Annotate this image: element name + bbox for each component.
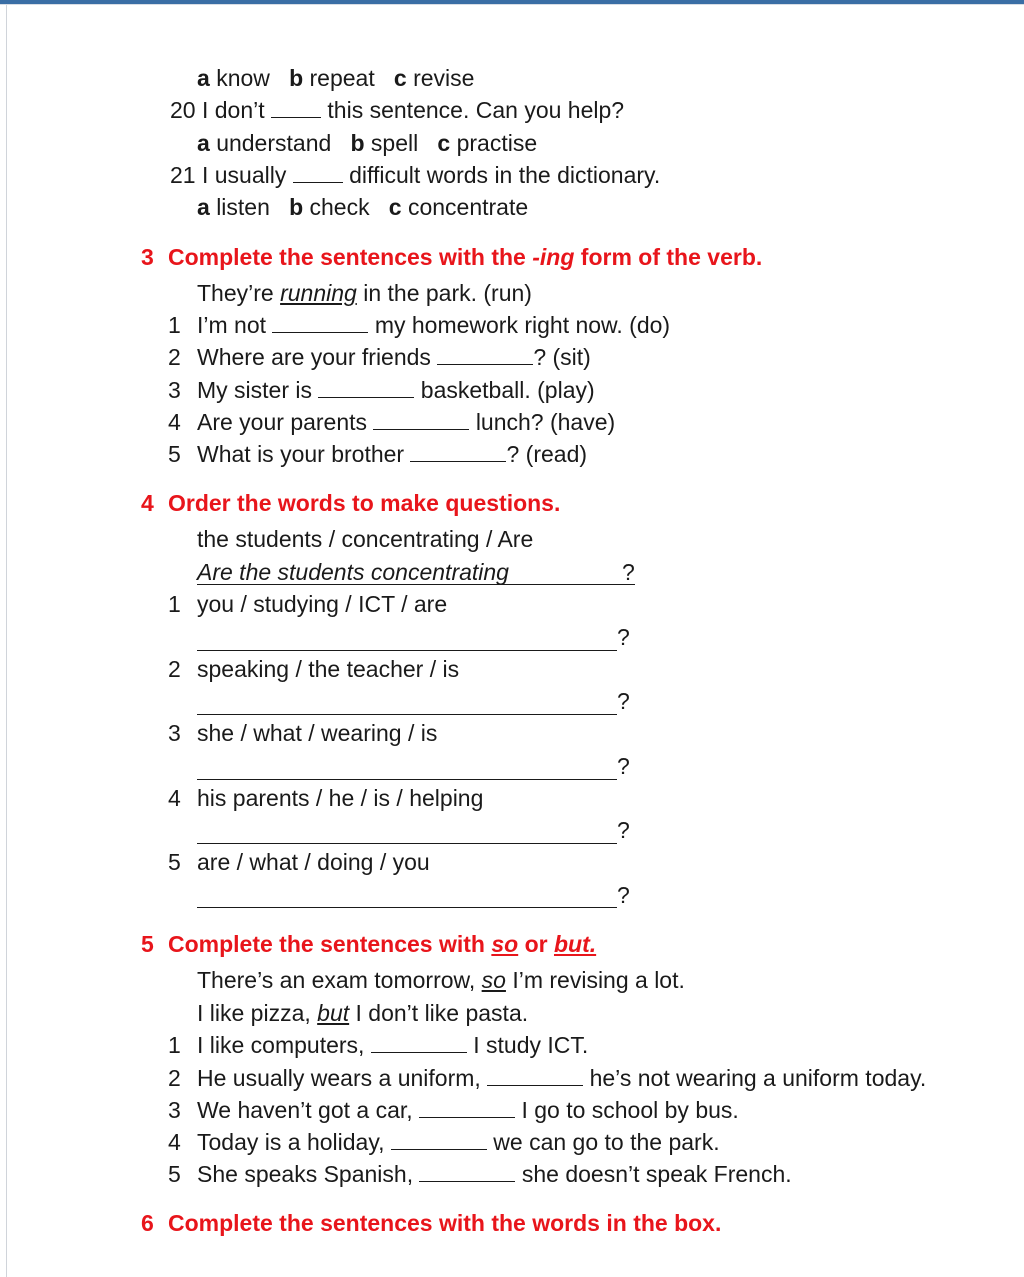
ex5-item-number: 3 bbox=[168, 1097, 181, 1123]
answer-line[interactable] bbox=[197, 907, 617, 908]
ex4-item-number: 4 bbox=[168, 785, 181, 811]
ex5-item-number: 5 bbox=[168, 1161, 181, 1187]
ex3-item-number: 5 bbox=[168, 441, 181, 467]
ex5-item-number: 4 bbox=[168, 1129, 181, 1155]
ex4-item-number: 3 bbox=[168, 720, 181, 746]
top-divider bbox=[0, 4, 1024, 5]
answer-line[interactable] bbox=[197, 843, 617, 844]
question-mark: ? bbox=[617, 624, 630, 650]
ex3-item-number: 3 bbox=[168, 377, 181, 403]
question-mark: ? bbox=[617, 753, 630, 779]
question-mark: ? bbox=[617, 882, 630, 908]
ex4-item-words: his parents / he / is / helping bbox=[197, 785, 484, 811]
question-mark: ? bbox=[617, 688, 630, 714]
exercise-3-heading: 3 Complete the sentences with the -ing form of the verb. bbox=[141, 244, 763, 270]
exercise-5-example-2: I like pizza, but I don’t like pasta. bbox=[197, 1000, 529, 1026]
exercise-4-example-answer: Are the students concentrating bbox=[197, 559, 509, 585]
ex4-item-number: 2 bbox=[168, 656, 181, 682]
answer-line[interactable] bbox=[197, 714, 617, 715]
exercise-5-heading: 5 Complete the sentences with so or but. bbox=[141, 931, 597, 957]
question-mark: ? bbox=[622, 559, 635, 585]
ex4-item-words: are / what / doing / you bbox=[197, 849, 430, 875]
options-q20: a understand b spell c practise bbox=[197, 130, 538, 156]
ex4-item-number: 5 bbox=[168, 849, 181, 875]
ex4-item-words: you / studying / ICT / are bbox=[197, 591, 448, 617]
question-21: 21 I usually difficult words in the dictionary. bbox=[170, 162, 661, 188]
ex3-item: What is your brother ? (read) bbox=[197, 441, 588, 467]
ex5-item: Today is a holiday, we can go to the park. bbox=[197, 1129, 720, 1155]
ex5-item: We haven’t got a car, I go to school by bus. bbox=[197, 1097, 739, 1123]
ex5-item: He usually wears a uniform, he’s not wearing a uniform today. bbox=[197, 1065, 927, 1091]
ex4-item-number: 1 bbox=[168, 591, 181, 617]
options-q19: a know b repeat c revise bbox=[197, 65, 475, 91]
ex3-item-number: 1 bbox=[168, 312, 181, 338]
ex5-item: She speaks Spanish, she doesn’t speak French. bbox=[197, 1161, 792, 1187]
options-q21: a listen b check c concentrate bbox=[197, 194, 529, 220]
answer-line[interactable] bbox=[197, 779, 617, 780]
ex3-item: Are your parents lunch? (have) bbox=[197, 409, 616, 435]
ex3-item: Where are your friends ? (sit) bbox=[197, 344, 591, 370]
ex5-item-number: 2 bbox=[168, 1065, 181, 1091]
ex4-item-words: she / what / wearing / is bbox=[197, 720, 438, 746]
exercise-5-example-1: There’s an exam tomorrow, so I’m revising a lot. bbox=[197, 967, 685, 993]
exercise-3-example: They’re running in the park. (run) bbox=[197, 280, 532, 306]
exercise-4-example-words: the students / concentrating / Are bbox=[197, 526, 534, 552]
question-20: 20 I don’t this sentence. Can you help? bbox=[170, 97, 625, 123]
ex3-item: I’m not my homework right now. (do) bbox=[197, 312, 671, 338]
ex4-item-words: speaking / the teacher / is bbox=[197, 656, 460, 682]
ex5-item-number: 1 bbox=[168, 1032, 181, 1058]
ex3-item: My sister is basketball. (play) bbox=[197, 377, 595, 403]
page-left-edge bbox=[6, 5, 7, 1277]
exercise-4-heading: 4 Order the words to make questions. bbox=[141, 490, 561, 516]
ex5-item: I like computers, I study ICT. bbox=[197, 1032, 589, 1058]
answer-line[interactable] bbox=[197, 650, 617, 651]
ex3-item-number: 2 bbox=[168, 344, 181, 370]
exercise-6-heading: 6 Complete the sentences with the words in the box. bbox=[141, 1210, 722, 1236]
question-mark: ? bbox=[617, 817, 630, 843]
ex3-item-number: 4 bbox=[168, 409, 181, 435]
answer-line bbox=[197, 584, 635, 585]
